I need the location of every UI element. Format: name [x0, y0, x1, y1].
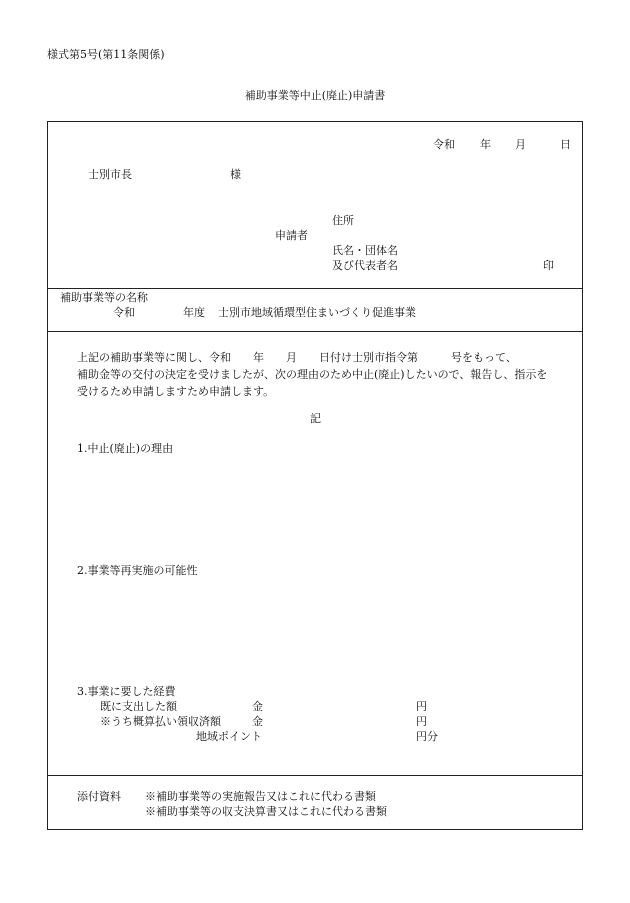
section-divider	[47, 331, 583, 332]
addressee-honorific: 様	[230, 168, 241, 181]
attachment-doc-2: ※補助事業等の収支決算書又はこれに代わる書類	[145, 805, 387, 818]
project-name: 士別市地域循環型住まいづくり促進事業	[218, 306, 416, 319]
name-label: 氏名・団体名	[332, 244, 398, 257]
representative-label: 及び代表者名	[332, 259, 398, 272]
body-line-1: 上記の補助事業等に関し、令和 年 月 日付け士別市指令第 号をもって、	[77, 351, 517, 364]
body-line-2: 補助金等の交付の決定を受けましたが、次の理由のため中止(廃止)したいので、報告し、指示を	[77, 368, 548, 381]
applicant-label: 申請者	[275, 229, 308, 242]
body-paragraph	[77, 349, 577, 400]
seal-mark: 印	[543, 259, 554, 272]
item-possibility: 2.事業等再実施の可能性	[77, 564, 198, 577]
date-era: 令和	[433, 138, 455, 151]
address-label: 住所	[332, 214, 354, 227]
item-reason: 1.中止(廃止)の理由	[77, 442, 174, 455]
addressee-name: 士別市長	[88, 168, 132, 181]
attachment-doc-1: ※補助事業等の実施報告又はこれに代わる書類	[145, 790, 376, 803]
ki-marker: 記	[310, 412, 321, 425]
project-heading: 補助事業等の名称	[60, 291, 148, 304]
paid-kin: 金	[252, 700, 263, 713]
item-expenses: 3.事業に要した経費	[77, 685, 176, 698]
date-month: 月	[515, 138, 526, 151]
section-divider	[47, 775, 583, 776]
paid-amount-label: 既に支出した額	[100, 700, 177, 713]
advance-kin: 金	[252, 715, 263, 728]
points-label: 地域ポイント	[196, 730, 262, 743]
project-era: 令和	[113, 306, 135, 319]
project-year-label: 年度	[183, 306, 205, 319]
body-line-3: 受けるため申請しますため申請します。	[77, 385, 275, 398]
form-number-label: 様式第5号(第11条関係)	[47, 48, 165, 61]
points-yen-fun: 円分	[416, 730, 438, 743]
section-divider	[47, 288, 583, 289]
attachments-label: 添付資料	[77, 790, 121, 803]
document-title: 補助事業等中止(廃止)申請書	[244, 89, 386, 102]
date-day: 日	[560, 138, 571, 151]
paid-yen: 円	[416, 700, 427, 713]
date-year: 年	[480, 138, 491, 151]
advance-yen: 円	[416, 715, 427, 728]
advance-amount-label: ※うち概算払い領収済額	[100, 715, 221, 728]
